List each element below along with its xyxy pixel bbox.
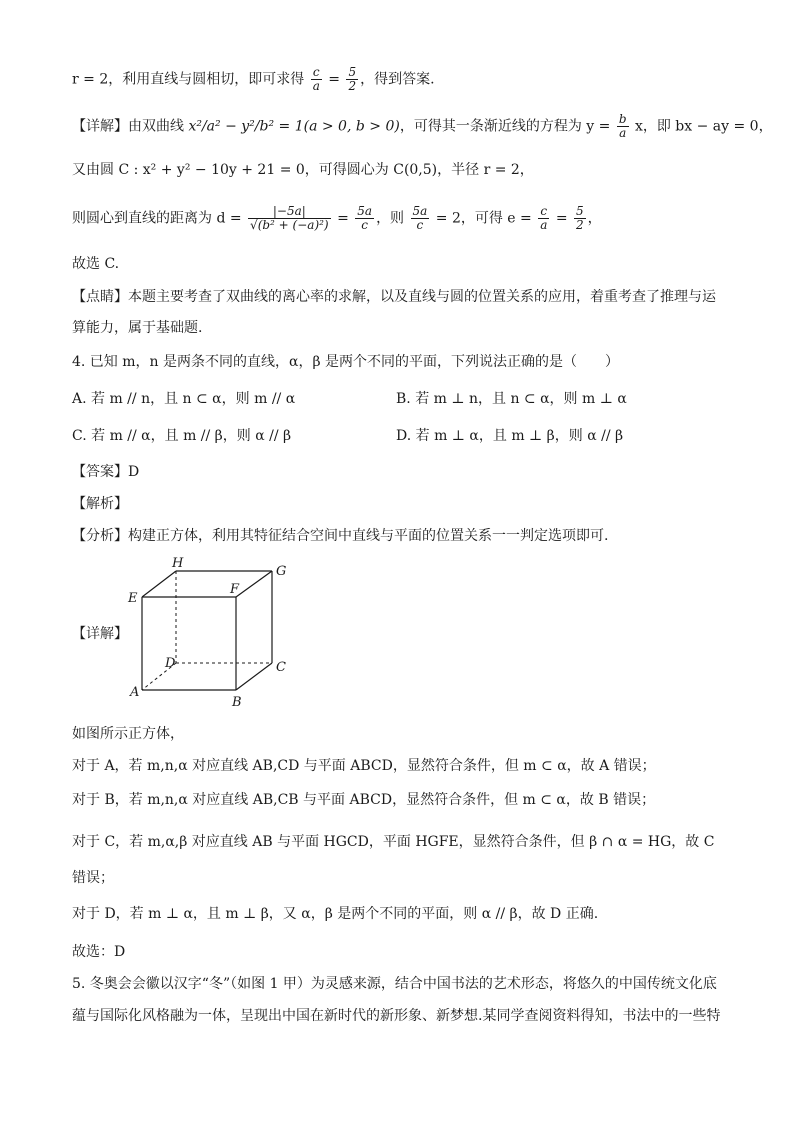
text-line: 算能力，属于基础题.	[72, 320, 203, 336]
vertex-label-g: G	[276, 564, 287, 579]
edge-he	[142, 571, 176, 597]
edge-bc	[236, 663, 272, 690]
vertex-label-c: C	[276, 660, 286, 675]
text-line	[72, 113, 773, 140]
fraction	[617, 113, 629, 140]
text-line: 如图所示正方体，	[72, 726, 184, 742]
fraction-denominator: a	[619, 126, 627, 140]
text-line: 对于 A，若 m,n,α 对应直线 AB,CD 与平面 ABCD，显然符合条件，但 m ⊂ α，故 A 错误；	[72, 758, 656, 774]
fraction-numerator: b	[618, 112, 627, 126]
question-stem: 4. 已知 m，n 是两条不同的直线，α，β 是两个不同的平面，下列说法正确的是（ ）	[72, 354, 619, 370]
fraction-numerator: 5a	[412, 204, 428, 218]
fraction-numerator: 5	[576, 204, 584, 218]
text-line: 故选：D	[72, 944, 126, 960]
edge-gf	[236, 571, 272, 597]
vertex-label-h: H	[172, 556, 184, 571]
fraction	[574, 205, 586, 232]
fraction	[311, 66, 322, 93]
fraction	[248, 205, 331, 232]
answer-line: 【答案】D	[72, 464, 140, 480]
text-line: 蕴与国际化风格融为一体，呈现出中国在新时代的新形象、新梦想.某同学查阅资料得知，书法中的一些特	[72, 1008, 721, 1024]
analysis-text: 【分析】构建正方体，利用其特征结合空间中直线与平面的位置关系一一判定选项即可.	[72, 528, 609, 544]
text-segment: x，即 bx − ay = 0，	[630, 118, 773, 135]
text-segment: =	[332, 210, 354, 227]
text-segment: 由双曲线	[128, 118, 189, 135]
vertex-label-e: E	[128, 591, 138, 606]
fraction	[346, 66, 358, 93]
text-line: 【点睛】本题主要考查了双曲线的离心率的求解，以及直线与圆的位置关系的应用，着重考查了推理与运	[72, 289, 716, 305]
vertex-label-d: D	[165, 656, 176, 671]
vertex-label-f: F	[230, 582, 240, 597]
equation: x²/a² − y²/b² = 1(a > 0, b > 0)	[188, 118, 400, 135]
fraction	[411, 205, 430, 232]
fraction-numerator: 5	[348, 65, 357, 79]
fraction	[538, 205, 549, 232]
text-segment: = 2，可得 e =	[431, 210, 537, 227]
fraction-numerator: c	[311, 66, 322, 80]
fraction-denominator: a	[312, 79, 320, 93]
text-line: 对于 B，若 m,n,α 对应直线 AB,CB 与平面 ABCD，显然符合条件，但 m ⊂ α，故 B 错误；	[72, 792, 656, 808]
fraction-denominator: √(b² + (−a)²)	[250, 218, 329, 232]
fraction-denominator: 2	[348, 79, 357, 93]
fraction-denominator: c	[416, 218, 424, 232]
text-segment: =	[551, 210, 573, 227]
text-segment: ，则	[376, 210, 409, 227]
text-segment: =	[323, 71, 345, 88]
fraction-denominator: c	[361, 218, 369, 232]
option-a: A. 若 m // n，且 n ⊂ α，则 m // α	[72, 391, 296, 407]
option-c: C. 若 m // α，且 m // β，则 α // β	[72, 428, 292, 444]
text-line: 错误；	[72, 870, 114, 886]
section-tag: 【详解】	[72, 118, 128, 135]
text-line: 对于 C，若 m,α,β 对应直线 AB 与平面 HGCD，平面 HGFE，显然符合条件，但 β ∩ α = HG，故 C	[72, 834, 715, 850]
fraction	[355, 205, 374, 232]
text-line: 对于 D，若 m ⊥ α，且 m ⊥ β，又 α，β 是两个不同的平面，则 α // β，故 D 正确.	[72, 906, 599, 922]
option-b: B. 若 m ⊥ n，且 n ⊂ α，则 m ⊥ α	[396, 391, 627, 407]
text-segment: 则圆心到直线的距离为 d =	[72, 210, 247, 227]
text-line: 又由圆 C : x² + y² − 10y + 21 = 0，可得圆心为 C(0,5)，半径 r = 2，	[72, 162, 534, 178]
text-segment: ，可得其一条渐近线的方程为 y =	[399, 118, 615, 135]
text-line	[72, 66, 435, 93]
text-segment: ，得到答案.	[360, 71, 435, 88]
text-line	[72, 205, 602, 232]
option-d: D. 若 m ⊥ α，且 m ⊥ β，则 α // β	[396, 428, 624, 444]
detail-heading: 【详解】	[72, 626, 128, 642]
question-stem: 5. 冬奥会会徽以汉字“冬”（如图 1 甲）为灵感来源，结合中国书法的艺术形态，将悠久的中国传统文化底	[72, 976, 717, 992]
fraction-denominator: 2	[576, 218, 584, 232]
fraction-numerator: c	[538, 205, 549, 219]
text-segment: r = 2，利用直线与圆相切，即可求得	[72, 71, 309, 88]
fraction-denominator: a	[540, 218, 548, 232]
vertex-label-a: A	[130, 685, 140, 700]
analysis-heading: 【解析】	[72, 496, 128, 512]
cube-diagram	[124, 556, 304, 708]
vertex-label-b: B	[232, 695, 242, 708]
text-line: 故选 C.	[72, 256, 120, 272]
text-segment: ，	[587, 210, 602, 227]
fraction-numerator: 5a	[357, 204, 373, 218]
fraction-numerator: |−5a|	[248, 205, 331, 219]
